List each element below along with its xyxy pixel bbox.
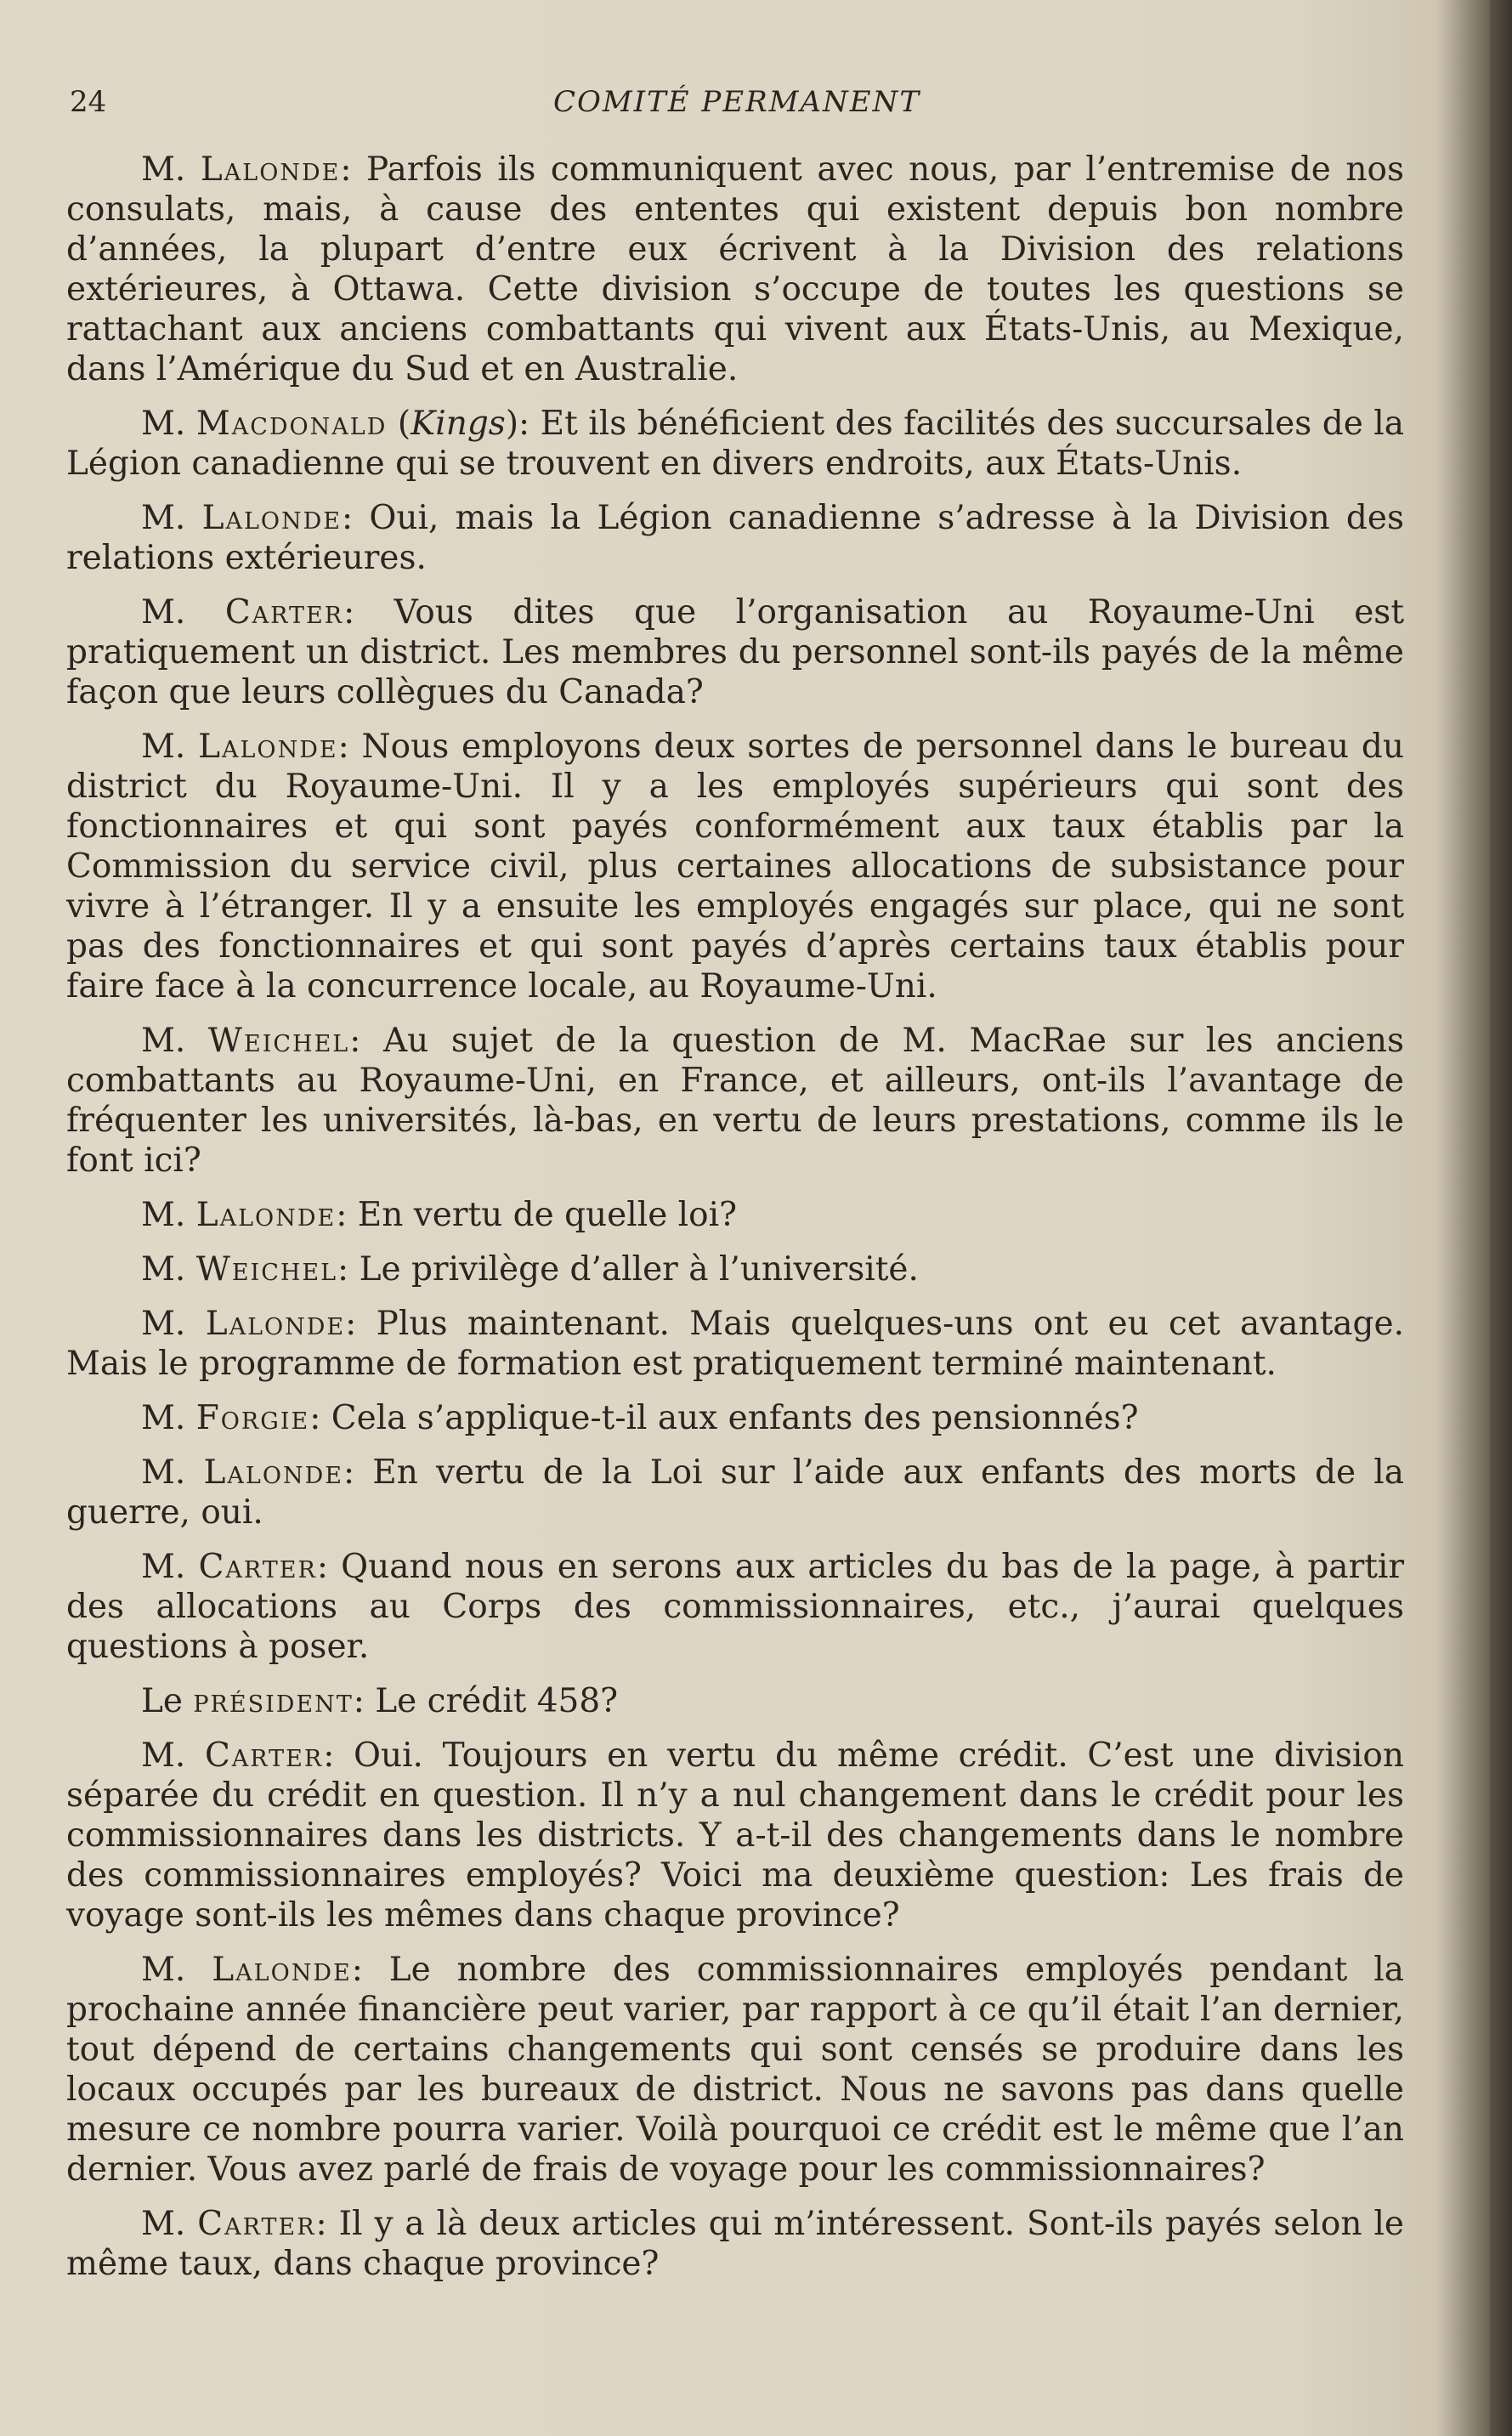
speaker-suffix: : (351, 1951, 363, 1989)
paragraph-text: Oui. Toujours en vertu du même crédit. C’est une division séparée du crédit en question. Il n’y a nul changement dans le crédit pour les commissionnaires dans les districts. Y a-t-il des changements dans le nombre des commissionnaires employés? Voici ma deuxième question: Les frais de voyage sont-ils les mêmes dans chaque province? (66, 1736, 1404, 1935)
speaker-name: Lalonde (200, 150, 341, 189)
speaker-title: M. (141, 728, 199, 766)
speaker-suffix: : (309, 1399, 321, 1437)
speaker-name: Carter (197, 2205, 316, 2243)
speaker-suffix: : (337, 1250, 349, 1289)
speaker-name: Weichel (195, 1250, 338, 1289)
speaker-name: président (193, 1682, 354, 1720)
speaker-title: Le (141, 1682, 194, 1720)
speaker-name: Lalonde (212, 1951, 352, 1989)
speaker-name: Carter (224, 593, 344, 632)
paragraph-text: Cela s’applique-t-il aux enfants des pensionnés? (320, 1399, 1139, 1437)
speaker-suffix: : (343, 593, 355, 632)
speaker-suffix: : (316, 1548, 328, 1586)
paragraph-text: Le privilège d’aller à l’université. (348, 1250, 919, 1289)
speaker-suffix: (Kings): (387, 405, 530, 443)
speaker-suffix: : (345, 1305, 357, 1343)
speaker-name: Weichel (207, 1022, 350, 1060)
paragraph-text: Parfois ils communiquent avec nous, par l’entremise de nos consulats, mais, à cause des ententes qui existent depuis bon nombre d’années, la plupart d’entre eux écrivent à la Division des relations extérieures, à Ottawa. Cette division s’occupe de toutes les questions se rattachant aux anciens combattants qui vivent aux États-Unis, au Mexique, dans l’Amérique du Sud et en Australie. (66, 150, 1404, 388)
transcript-paragraph (66, 1304, 1404, 1384)
running-title: COMITÉ PERMANENT (552, 85, 921, 119)
speaker-title: M. (141, 1399, 196, 1437)
speaker-name: Macdonald (195, 405, 388, 443)
paragraph-text: Oui, mais la Légion canadienne s’adresse à la Division des relations extérieures. (66, 499, 1404, 577)
speaker-name: Lalonde (205, 1305, 346, 1343)
paragraph-text: Nous employons deux sortes de personnel dans le bureau du district du Royaume-Uni. Il y a les employés supérieurs qui sont des fonctionnaires et qui sont payés conformément aux taux établis par la Commission du service civil, plus certaines allocations de subsistance pour vivre à l’étranger. Il y a ensuite les employés engagés sur place, qui ne sont pas des fonctionnaires et qui sont payés d’après certains taux établis pour faire face à la concurrence locale, au Royaume-Uni. (66, 728, 1404, 1006)
page-header (70, 85, 1404, 136)
transcript-paragraph (66, 1453, 1404, 1532)
transcript-paragraph (66, 1398, 1404, 1438)
speaker-title: M. (141, 499, 202, 537)
speaker-title: M. (141, 1022, 208, 1060)
speaker-title: M. (141, 1951, 212, 1989)
transcript-paragraph (66, 150, 1404, 389)
speaker-name: Lalonde (201, 499, 343, 537)
paragraph-text: Il y a là deux articles qui m’intéressent. Sont-ils payés selon le même taux, dans chaque province? (66, 2205, 1404, 2283)
paragraph-text: Plus maintenant. Mais quelques-uns ont eu cet avantage. Mais le programme de formation est pratiquement terminé maintenant. (66, 1305, 1404, 1383)
speaker-name: Forgie (195, 1399, 310, 1437)
speaker-suffix: : (349, 1022, 361, 1060)
speaker-title: M. (141, 1250, 196, 1289)
speaker-title: M. (141, 1453, 204, 1492)
page-number: 24 (70, 85, 107, 119)
speaker-title: M. (141, 405, 196, 443)
transcript-paragraph (66, 592, 1404, 712)
speaker-suffix: : (353, 1682, 365, 1720)
speaker-suffix: : (323, 1736, 335, 1775)
speaker-name: Lalonde (195, 1196, 337, 1234)
paragraph-text: En vertu de la Loi sur l’aide aux enfants des morts de la guerre, oui. (66, 1453, 1404, 1532)
paragraph-text: Le crédit 458? (364, 1682, 619, 1720)
transcript-body (66, 150, 1404, 2298)
speaker-suffix: : (343, 1453, 355, 1492)
transcript-paragraph (66, 1950, 1404, 2190)
speaker-suffix: : (315, 2205, 327, 2243)
transcript-paragraph (66, 404, 1404, 484)
transcript-paragraph (66, 498, 1404, 578)
paragraph-text: Au sujet de la question de M. MacRae sur les anciens combattants au Royaume-Uni, en France, et ailleurs, ont-ils l’avantage de fréquenter les universités, là-bas, en vertu de leurs prestations, comme ils le font ici? (66, 1022, 1404, 1180)
transcript-paragraph (66, 1547, 1404, 1667)
paragraph-text: Et ils bénéficient des facilités des succursales de la Légion canadienne qui se trouvent en divers endroits, aux États-Unis. (66, 405, 1404, 483)
speaker-suffix: : (342, 499, 354, 537)
speaker-title: M. (141, 2205, 198, 2243)
transcript-paragraph (66, 1681, 1404, 1721)
transcript-paragraph (66, 1249, 1404, 1289)
transcript-paragraph (66, 2204, 1404, 2284)
speaker-name: Lalonde (198, 728, 338, 766)
speaker-title: M. (141, 1736, 205, 1775)
paragraph-text: Quand nous en serons aux articles du bas de la page, à partir des allocations au Corps des commissionnaires, etc., j’aurai quelques questions à poser. (66, 1548, 1404, 1666)
speaker-title: M. (141, 593, 225, 632)
paragraph-text: Vous dites que l’organisation au Royaume-Uni est pratiquement un district. Les membres du personnel sont-ils payés de la même façon que leurs collègues du Canada? (66, 593, 1404, 711)
speaker-suffix: : (336, 1196, 348, 1234)
speaker-title: M. (141, 1305, 206, 1343)
speaker-title: M. (141, 150, 201, 189)
speaker-name: Carter (198, 1548, 317, 1586)
transcript-paragraph (66, 1021, 1404, 1181)
book-spine-shadow (1490, 0, 1512, 2436)
transcript-paragraph (66, 727, 1404, 1006)
transcript-paragraph (66, 1195, 1404, 1235)
speaker-suffix: : (340, 150, 352, 189)
transcript-paragraph (66, 1736, 1404, 1935)
speaker-name: Carter (204, 1736, 324, 1775)
paragraph-text: Le nombre des commissionnaires employés pendant la prochaine année financière peut varier, par rapport à ce qu’il était l’an dernier, tout dépend de certains changements qui sont censés se produire dans les locaux occupés par les bureaux de district. Nous ne savons pas dans quelle mesure ce nombre pourra varier. Voilà pourquoi ce crédit est le même que l’an dernier. Vous avez parlé de frais de voyage pour les commissionnaires? (66, 1951, 1404, 2189)
speaker-title: M. (141, 1548, 199, 1586)
speaker-title: M. (141, 1196, 196, 1234)
speaker-name: Lalonde (203, 1453, 343, 1492)
paragraph-text: En vertu de quelle loi? (347, 1196, 738, 1234)
speaker-suffix: : (337, 728, 349, 766)
